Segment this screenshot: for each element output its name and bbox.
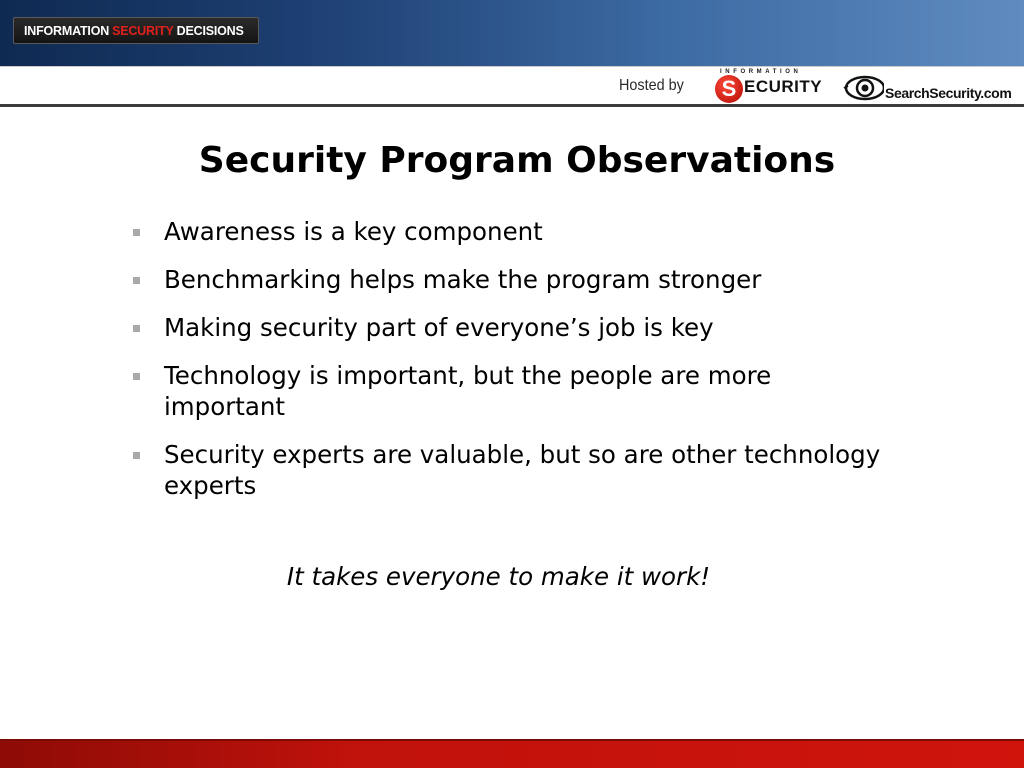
event-name-part1: INFORMATION (24, 23, 110, 38)
bullet-item (130, 264, 890, 295)
information-security-logo (712, 69, 824, 105)
slide-title: Security Program Observations (198, 140, 836, 181)
bullet-list (130, 216, 890, 518)
top-banner (0, 0, 1024, 66)
bullet-item (130, 216, 890, 247)
bullet-item (130, 439, 890, 501)
square-bullet-icon (133, 277, 140, 284)
bullet-text: Benchmarking helps make the program stronger (164, 265, 762, 294)
logo-infosec-rest: ECURITY (744, 77, 823, 96)
footer-bar (0, 741, 1024, 768)
hosted-by-label: Hosted by (619, 77, 684, 94)
slide-tagline: It takes everyone to make it work! (286, 562, 711, 591)
searchsecurity-logo-text: SearchSecurity.com (885, 85, 1012, 101)
bullet-text: Awareness is a key component (164, 217, 543, 246)
bullet-text: Making security part of everyone’s job is key (164, 313, 714, 342)
event-name-accent: SECURITY (112, 23, 174, 38)
logo-infosec-small-text: INFORMATION (720, 69, 802, 75)
searchsecurity-logo (842, 73, 1014, 103)
square-bullet-icon (133, 373, 140, 380)
logo-infosec-initial: S (715, 75, 743, 103)
square-bullet-icon (133, 229, 140, 236)
sponsor-divider (0, 104, 1024, 107)
event-name-badge (13, 17, 259, 44)
bullet-text: Technology is important, but the people are more important (164, 361, 772, 421)
bullet-item (130, 312, 890, 343)
bullet-item (130, 360, 890, 422)
square-bullet-icon (133, 452, 140, 459)
event-name-part2: DECISIONS (176, 23, 244, 38)
searchsecurity-eye-icon (842, 73, 884, 103)
square-bullet-icon (133, 325, 140, 332)
bullet-text: Security experts are valuable, but so are other technology experts (164, 440, 881, 500)
